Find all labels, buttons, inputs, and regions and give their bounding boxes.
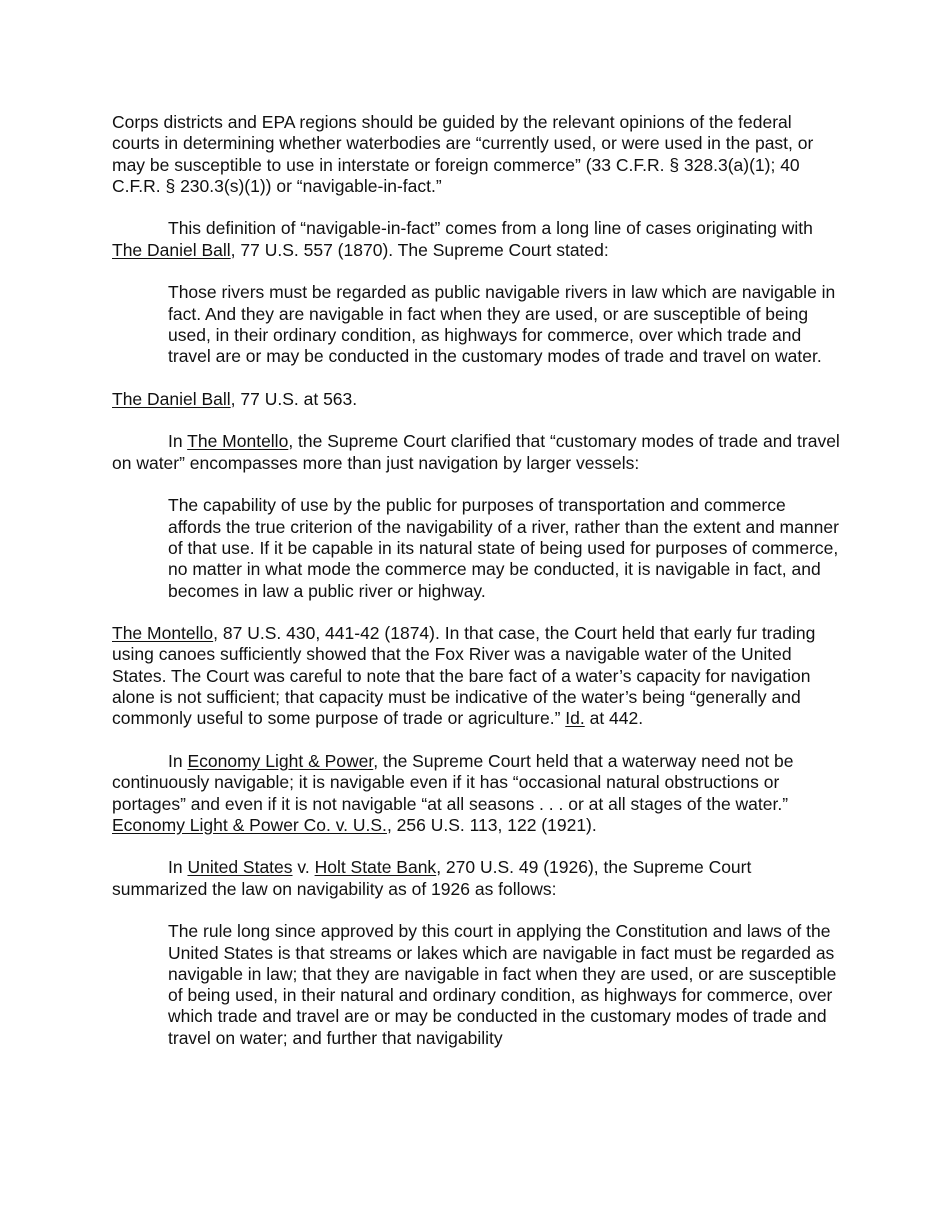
paragraph-montello-text-2: , the Supreme Court clarified that “customary modes of trade and travel on water” encompasses more than just navigation by larger vessels: (112, 431, 840, 473)
paragraph-economy-light (112, 751, 842, 836)
paragraph-holt-text-1: In (168, 857, 188, 878)
block-quote-holt-state-bank (168, 921, 842, 1049)
paragraph-intro (112, 112, 842, 197)
id-citation: Id. (565, 708, 585, 729)
block-quote-daniel-ball-text: Those rivers must be regarded as public navigable rivers in law which are navigable in fact. And they are navigable in fact when they are used, or are susceptible of being used, in their ordinary condition, as highways for commerce, over which trade and travel are or may be conducted in the customary modes of trade and travel on water. (168, 282, 836, 367)
paragraph-montello-text-1: In (168, 431, 188, 452)
paragraph-daniel-ball-text-1: This definition of “navigable-in-fact” comes from a long line of cases originating with (168, 218, 813, 239)
block-quote-daniel-ball (168, 282, 842, 367)
paragraph-holt-state-bank (112, 857, 842, 900)
citation-daniel-ball (112, 389, 842, 410)
paragraph-daniel-ball (112, 218, 842, 261)
case-name-economy-light-full: Economy Light & Power Co. v. U.S. (112, 814, 387, 835)
block-quote-holt-state-bank-text: The rule long since approved by this court in applying the Constitution and laws of the United States is that streams or lakes which are navigable in fact must be regarded as navigable in law; that they are navigable in fact when they are used, or are susceptible of being used, in their natural and ordinary condition, as highways for commerce, over which trade and travel are or may be conducted in the customary modes of trade and travel on water; and further that navigability (168, 921, 837, 1048)
case-name-holt-state-bank: Holt State Bank (314, 857, 437, 878)
paragraph-montello-citation-text-1: , 87 U.S. 430, 441-42 (1874). In that case, the Court held that early fur trading using canoes sufficiently showed that the Fox River was a navigable water of the United States. The Court was careful to note that the bare fact of a water’s capacity for navigation alone is not sufficient; that capacity must be indicative of the water’s being “generally and commonly useful to some purpose of trade or agriculture.” (112, 623, 816, 729)
document-page (112, 112, 842, 1070)
paragraph-intro-text: Corps districts and EPA regions should be guided by the relevant opinions of the federal courts in determining whether waterbodies are “currently used, or were used in the past, or may be susceptible to use in interstate or foreign commerce” (33 C.F.R. § 328.3(a)(1); 40 C.F.R. § 230.3(s)(1)) or “navigable-in-fact.” (112, 112, 814, 196)
citation-daniel-ball-text: , 77 U.S. at 563. (230, 388, 358, 409)
paragraph-economy-light-text-1: In (168, 750, 188, 771)
block-quote-montello (168, 495, 842, 601)
case-name-daniel-ball-cite: The Daniel Ball (112, 388, 231, 409)
paragraph-holt-text-3: , 270 U.S. 49 (1926), the Supreme Court summarized the law on navigability as of 1926 as follows: (112, 857, 752, 899)
paragraph-montello (112, 431, 842, 474)
case-name-united-states: United States (187, 857, 293, 878)
case-name-daniel-ball: The Daniel Ball (112, 239, 231, 260)
paragraph-montello-citation-text-2: at 442. (584, 708, 644, 729)
paragraph-economy-light-text-2: , the Supreme Court held that a waterway need not be continuously navigable; it is navigable even if it has “occasional natural obstructions or portages” and even if it is not navigable “at all seasons . . . or at all stages of the water.” (112, 750, 794, 814)
case-name-economy-light: Economy Light & Power (187, 750, 374, 771)
case-name-montello-cite: The Montello (112, 623, 214, 644)
paragraph-economy-light-text-3: , 256 U.S. 113, 122 (1921). (386, 814, 597, 835)
case-name-montello: The Montello (187, 431, 289, 452)
block-quote-montello-text: The capability of use by the public for purposes of transportation and commerce affords the true criterion of the navigability of a river, rather than the extent and manner of that use. If it be capable in its natural state of being used for purposes of commerce, no matter in what mode the commerce may be conducted, it is navigable in fact, and becomes in law a public river or highway. (168, 495, 839, 601)
paragraph-montello-citation (112, 623, 842, 729)
paragraph-daniel-ball-text-2: , 77 U.S. 557 (1870). The Supreme Court stated: (230, 239, 609, 260)
paragraph-holt-text-2: v. (292, 857, 315, 878)
